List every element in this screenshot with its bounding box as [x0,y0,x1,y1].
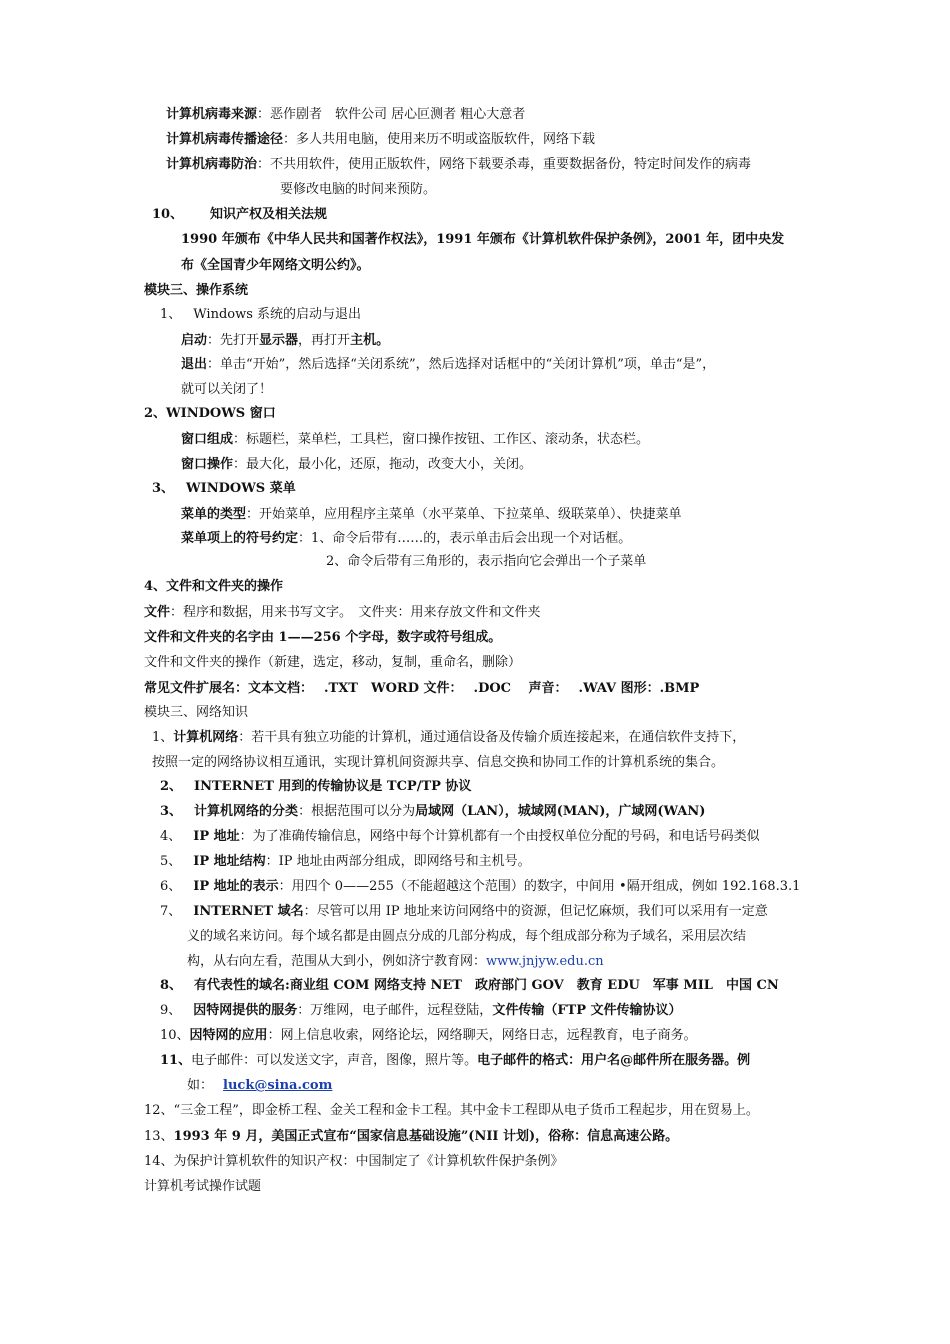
os-exit-line-2: 就可以关闭了！ [181,382,273,397]
os-s4-heading: 4、文件和文件夹的操作 [144,579,284,594]
file-extensions-line: 常见文件扩展名：文本文档： .TXT WORD 文件： .DOC 声音： .WAV 图形：.BMP [144,681,700,696]
section-10-title: 知识产权及相关法规 [210,207,328,222]
net-item-10: 10、因特网的应用：网上信息收索，网络论坛，网络聊天，网络日志，远程教育，电子商务。 [160,1028,697,1043]
os-s2-heading: 2、WINDOWS 窗口 [144,406,276,421]
net-item-7: 7、 INTERNET 域名：尽管可以用 IP 地址来访问网络中的资源，但记忆麻烦，我们可以采用有一定意 [160,904,768,919]
file-name-rule-line: 文件和文件夹的名字由 1——256 个字母，数字或符号组成。 [144,630,502,645]
ip-law-line-2: 布《全国青少年网络文明公约》。 [181,258,370,273]
window-operation-line: 窗口操作：最大化，最小化，还原，拖动，改变大小，关闭。 [181,457,533,472]
file-definition-line: 文件：程序和数据，用来书写文字。 文件夹：用来存放文件和文件夹 [144,605,541,620]
section-10-number: 10、 [152,207,184,222]
module-os-title: 模块三、操作系统 [144,283,249,298]
email-link[interactable]: luck@sina.com [223,1078,333,1093]
exam-title: 计算机考试操作试题 [144,1179,262,1194]
net-item-6: 6、 IP 地址的表示：用四个 0——255（不能超越这个范围）的数字，中间用 •隔开组成，例如 192.168.3.1 [160,879,801,894]
file-operations-line: 文件和文件夹的操作（新建，选定，移动，复制，重命名，删除） [144,655,522,670]
net-item-1-line-2: 按照一定的网络协议相互通讯，实现计算机间资源共享、信息交换和协同工作的计算机系统的集合。 [152,755,725,770]
net-item-4: 4、 IP 地址：为了准确传输信息，网络中每个计算机都有一个由授权单位分配的号码，和电话号码类似 [160,829,760,844]
net-item-9: 9、 因特网提供的服务：万维网，电子邮件，远程登陆，文件传输（FTP 文件传输协议） [160,1003,682,1018]
virus-spread-line: 计算机病毒传播途径：多人共用电脑，使用来历不明或盗版软件，网络下载 [166,132,596,147]
net-item-13: 13、1993 年 9 月，美国正式宣布“国家信息基础设施”(NII 计划)，俗称：信息高速公路。 [144,1129,679,1144]
virus-source-line: 计算机病毒来源：恶作剧者 软件公司 居心叵测者 粗心大意者 [166,107,526,122]
net-item-3: 3、 计算机网络的分类：根据范围可以分为局域网（LAN），城域网(MAN)，广域网(WAN) [160,804,706,819]
net-item-14: 14、为保护计算机软件的知识产权：中国制定了《计算机软件保护条例》 [144,1154,564,1169]
ip-law-line-1: 1990 年颁布《中华人民共和国著作权法》，1991 年颁布《计算机软件保护条例》，2001 年，团中央发 [181,232,785,247]
os-s3-heading: 3、 WINDOWS 菜单 [152,481,296,496]
net-item-1: 1、计算机网络：若干具有独立功能的计算机，通过通信设备及传输介质连接起来，在通信软件支持下， [152,730,746,745]
net-item-11-line-2: 如： luck@sina.com [187,1078,333,1093]
module-net-title: 模块三、网络知识 [144,705,249,720]
net-item-2: 2、 INTERNET 用到的传输协议是 TCP/TP 协议 [160,779,472,794]
os-start-line: 启动：先打开显示器，再打开主机。 [181,333,390,348]
net-item-5: 5、 IP 地址结构：IP 地址由两部分组成，即网络号和主机号。 [160,854,531,869]
window-composition-line: 窗口组成：标题栏，菜单栏，工具栏，窗口操作按钮、工作区、滚动条，状态栏。 [181,432,650,447]
net-item-7-line-3: 构，从右向左看，范围从大到小，例如济宁教育网：www.jnjyw.edu.cn [187,954,604,969]
os-exit-line: 退出：单击“开始”，然后选择“关闭系统”，然后选择对话框中的“关闭计算机”项，单击“是”， [181,357,716,372]
menu-symbol-line: 菜单项上的符号约定：1、命令后带有……的，表示单击后会出现一个对话框。 [181,531,632,546]
jnjyw-link[interactable]: www.jnjyw.edu.cn [486,954,604,969]
net-item-7-line-2: 义的域名来访问。每个域名都是由圆点分成的几部分构成，每个组成部分称为子域名，采用层次结 [187,929,747,944]
virus-prevent-line: 计算机病毒防治：不共用软件，使用正版软件，网络下载要杀毒，重要数据备份，特定时间发作的病毒 [166,157,752,172]
net-item-11: 11、电子邮件：可以发送文字，声音，图像，照片等。电子邮件的格式：用户名@邮件所在服务器。例 [160,1053,751,1068]
os-s1-heading: 1、 Windows 系统的启动与退出 [160,307,362,322]
net-item-8: 8、 有代表性的域名:商业组 COM 网络支持 NET 政府部门 GOV 教育 EDU 军事 MIL 中国 CN [160,978,779,993]
virus-prevent-line-2: 要修改电脑的时间来预防。 [280,182,437,197]
menu-type-line: 菜单的类型：开始菜单，应用程序主菜单（水平菜单、下拉菜单、级联菜单）、快捷菜单 [181,507,682,522]
menu-symbol-line-2: 2、命令后带有三角形的，表示指向它会弹出一个子菜单 [326,554,647,569]
net-item-12: 12、“三金工程”，即金桥工程、金关工程和金卡工程。其中金卡工程即从电子货币工程起步，用在贸易上。 [144,1103,759,1118]
